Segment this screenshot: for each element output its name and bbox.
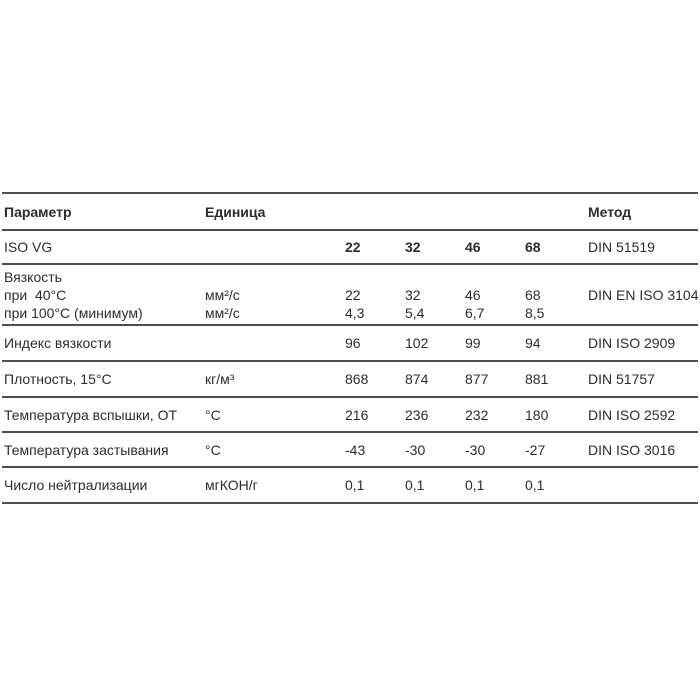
- parameter-cell-text: при 100°C (минимум): [4, 304, 143, 321]
- unit-cell-text: мм²/с: [205, 304, 240, 321]
- column-header-parameter: Параметр: [4, 203, 72, 220]
- value-cell-text: 0,1: [465, 477, 485, 493]
- value-cell: [465, 268, 525, 322]
- table-row: [2, 431, 698, 466]
- method-cell: [588, 476, 698, 494]
- value-cell-text: 881: [525, 371, 549, 387]
- value-cell: [525, 238, 588, 256]
- value-cell: [465, 370, 525, 388]
- value-cell-text: 32: [405, 286, 421, 303]
- value-cell-text: 8,5: [525, 304, 545, 321]
- value-cell-text: 0,1: [345, 477, 365, 493]
- value-cell: [345, 476, 405, 494]
- unit-cell: [205, 476, 345, 494]
- method-cell-text: DIN 51757: [588, 371, 655, 387]
- parameter-cell-text: при 40°C: [4, 286, 67, 303]
- method-cell-text: [588, 304, 698, 322]
- header-cell-parameter: [2, 203, 205, 221]
- value-cell-text: 5,4: [405, 304, 425, 321]
- unit-cell: [205, 441, 345, 459]
- value-cell: [345, 334, 405, 352]
- value-cell: [525, 441, 588, 459]
- parameter-cell: [2, 238, 205, 256]
- value-cell: [405, 334, 465, 352]
- value-cell: [405, 441, 465, 459]
- parameter-cell-text: Температура застывания: [4, 441, 169, 458]
- value-cell: [525, 476, 588, 494]
- column-header-unit: Единица: [205, 203, 266, 220]
- unit-cell-text: [205, 268, 345, 286]
- method-cell-text: DIN ISO 2592: [588, 406, 676, 423]
- value-cell: [405, 370, 465, 388]
- value-cell-text: 236: [405, 406, 429, 423]
- method-cell-text: DIN ISO 2909: [588, 335, 676, 351]
- parameter-cell-text: Плотность, 15°C: [4, 371, 112, 387]
- value-cell-text: -30: [405, 441, 426, 458]
- unit-cell: [205, 268, 345, 322]
- value-cell-text: 96: [345, 335, 361, 351]
- parameter-cell: [2, 334, 205, 352]
- value-cell: [525, 268, 588, 322]
- value-cell: [525, 370, 588, 388]
- unit-cell-text: [205, 334, 345, 352]
- value-cell: [525, 334, 588, 352]
- table-row: [2, 360, 698, 396]
- parameter-cell: [2, 441, 205, 459]
- value-cell-text: 94: [525, 335, 541, 351]
- method-cell: [588, 238, 698, 256]
- value-cell: [405, 268, 465, 322]
- value-cell-text: 32: [405, 239, 421, 255]
- method-cell-text: [588, 476, 698, 494]
- value-cell-text: 232: [465, 406, 489, 423]
- table-row: [2, 324, 698, 360]
- value-cell-text: 68: [525, 286, 541, 303]
- unit-cell: [205, 370, 345, 388]
- method-cell: [588, 441, 698, 459]
- spec-table: [2, 192, 698, 504]
- unit-cell-text: мм²/с: [205, 286, 240, 303]
- value-cell-text: [345, 268, 405, 286]
- value-cell-text: 6,7: [465, 304, 485, 321]
- method-cell-text: DIN EN ISO 3104: [588, 286, 699, 303]
- value-cell-text: 0,1: [525, 477, 545, 493]
- table-row: [2, 263, 698, 324]
- method-cell: [588, 268, 698, 322]
- value-cell: [405, 406, 465, 424]
- value-cell: [345, 238, 405, 256]
- value-cell: [465, 238, 525, 256]
- value-cell-text: [465, 268, 525, 286]
- value-cell-text: 0,1: [405, 477, 425, 493]
- parameter-cell-text: Температура вспышки, ОТ: [4, 406, 178, 423]
- value-cell-text: -43: [345, 441, 366, 458]
- value-cell: [465, 406, 525, 424]
- method-cell: [588, 370, 698, 388]
- value-cell: [465, 476, 525, 494]
- method-cell-text: DIN 51519: [588, 239, 655, 255]
- unit-cell: [205, 238, 345, 256]
- value-cell: [405, 476, 465, 494]
- value-cell-text: 99: [465, 335, 481, 351]
- value-cell-text: 22: [345, 286, 361, 303]
- value-cell-text: 102: [405, 335, 429, 351]
- method-cell: [588, 334, 698, 352]
- value-cell-text: 868: [345, 371, 369, 387]
- value-cell: [345, 268, 405, 322]
- parameter-cell-text: Индекс вязкости: [4, 335, 112, 351]
- table-row: [2, 466, 698, 502]
- value-cell-text: 180: [525, 406, 549, 423]
- method-cell: [588, 406, 698, 424]
- unit-cell-text: кг/м³: [205, 371, 235, 387]
- value-cell: [345, 406, 405, 424]
- parameter-cell-text: Число нейтрализации: [4, 477, 148, 493]
- parameter-cell: [2, 406, 205, 424]
- value-cell: [465, 334, 525, 352]
- value-cell-text: 4,3: [345, 304, 365, 321]
- value-cell-text: 216: [345, 406, 369, 423]
- value-cell-text: 874: [405, 371, 429, 387]
- value-cell-text: 22: [345, 239, 361, 255]
- value-cell-text: -27: [525, 441, 546, 458]
- value-cell: [525, 406, 588, 424]
- unit-cell-text: °C: [205, 406, 221, 423]
- value-cell-text: [405, 268, 465, 286]
- header-cell-method: [588, 203, 698, 221]
- parameter-cell-text: ISO VG: [4, 239, 53, 255]
- parameter-cell: [2, 476, 205, 494]
- value-cell-text: 46: [465, 239, 481, 255]
- value-cell: [405, 238, 465, 256]
- parameter-cell: [2, 370, 205, 388]
- column-header-method: Метод: [588, 203, 632, 220]
- table-header-row: [2, 192, 698, 229]
- unit-cell-text: мгКОН/г: [205, 477, 258, 493]
- method-cell-text: [588, 268, 698, 286]
- value-cell-text: -30: [465, 441, 486, 458]
- value-cell-text: 46: [465, 286, 481, 303]
- table-row: [2, 229, 698, 263]
- parameter-cell: [2, 268, 205, 322]
- header-cell-unit: [205, 203, 345, 221]
- value-cell: [465, 441, 525, 459]
- value-cell-text: 68: [525, 239, 541, 255]
- table-row: [2, 396, 698, 431]
- value-cell: [345, 441, 405, 459]
- unit-cell: [205, 334, 345, 352]
- method-cell-text: DIN ISO 3016: [588, 441, 676, 458]
- unit-cell-text: [205, 238, 345, 256]
- unit-cell: [205, 406, 345, 424]
- unit-cell-text: °C: [205, 441, 221, 458]
- value-cell: [345, 370, 405, 388]
- value-cell-text: 877: [465, 371, 489, 387]
- parameter-cell-text: Вязкость: [4, 268, 62, 285]
- value-cell-text: [525, 268, 588, 286]
